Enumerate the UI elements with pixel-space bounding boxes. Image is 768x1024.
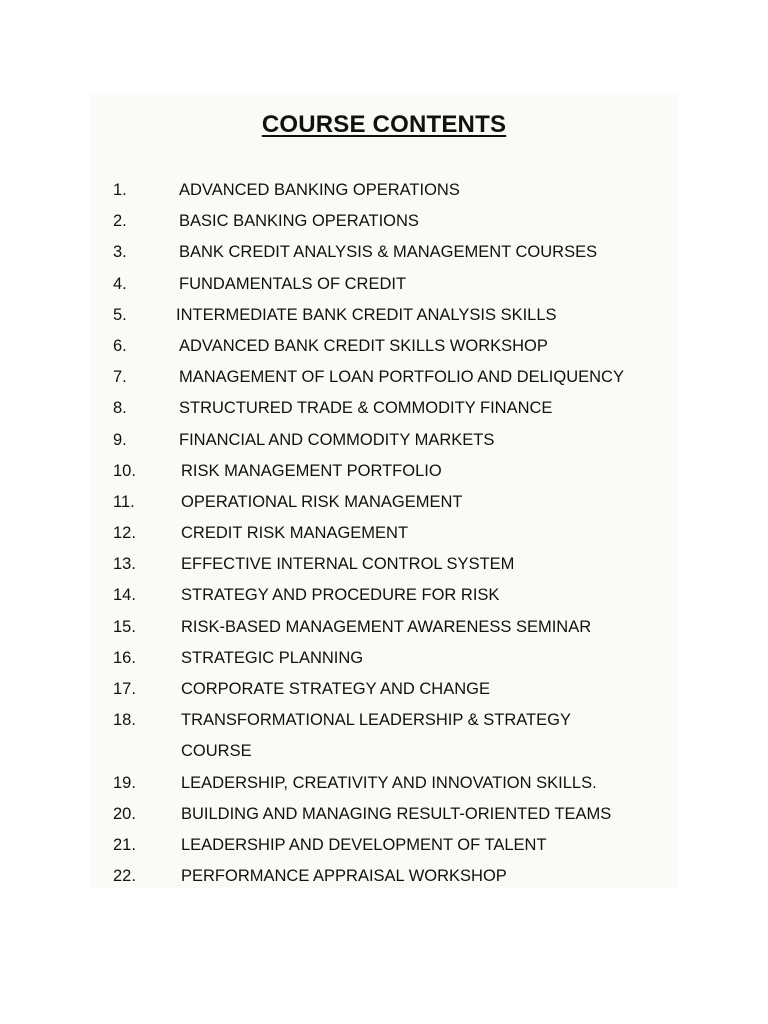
- list-item-label: PERFORMANCE APPRAISAL WORKSHOP: [181, 867, 507, 886]
- list-item-label: RISK MANAGEMENT PORTFOLIO: [181, 461, 442, 480]
- list-item-number: 2.: [113, 212, 127, 231]
- list-item: [0, 768, 768, 799]
- list-item-number: 19.: [113, 773, 136, 792]
- list-item-label: LEADERSHIP, CREATIVITY AND INNOVATION SKILLS.: [181, 773, 597, 792]
- list-item-number: 1.: [113, 181, 127, 199]
- list-item-label: RISK-BASED MANAGEMENT AWARENESS SEMINAR: [181, 617, 592, 636]
- list-item: [0, 362, 768, 393]
- list-item-label: OPERATIONAL RISK MANAGEMENT: [181, 492, 463, 511]
- list-item-number: 16.: [113, 648, 136, 667]
- list-item-number: 9.: [113, 430, 127, 449]
- list-item-number: 7.: [113, 368, 127, 387]
- list-item: [0, 206, 768, 237]
- list-item-label: LEADERSHIP AND DEVELOPMENT OF TALENT: [181, 835, 547, 854]
- list-item: [0, 580, 768, 611]
- list-item-number: 5.: [113, 305, 127, 324]
- list-item-number: 12.: [113, 524, 136, 543]
- list-item-label: BASIC BANKING OPERATIONS: [179, 212, 419, 231]
- list-item: [0, 456, 768, 487]
- list-item: [0, 300, 768, 331]
- list-item-label: CORPORATE STRATEGY AND CHANGE: [181, 680, 490, 698]
- list-item-label: CREDIT RISK MANAGEMENT: [181, 524, 409, 543]
- list-item-label: STRUCTURED TRADE & COMMODITY FINANCE: [179, 399, 553, 418]
- list-item: [0, 237, 768, 268]
- list-item-label: FUNDAMENTALS OF CREDIT: [179, 274, 407, 293]
- list-item-label: INTERMEDIATE BANK CREDIT ANALYSIS SKILLS: [176, 305, 557, 324]
- list-item-number: 20.: [113, 804, 136, 823]
- list-item: [0, 393, 768, 424]
- list-item: [0, 269, 768, 300]
- list-item: [0, 674, 768, 705]
- list-item: [0, 861, 768, 892]
- list-item-number: 6.: [113, 336, 127, 355]
- list-item-label: STRATEGIC PLANNING: [181, 648, 364, 667]
- list-item-label: ADVANCED BANKING OPERATIONS: [179, 181, 460, 199]
- list-item: [0, 487, 768, 518]
- list-item-number: 10.: [113, 461, 136, 480]
- list-item-number: 11.: [113, 492, 135, 511]
- list-item-number: 22.: [113, 867, 136, 886]
- list-item-label: BANK CREDIT ANALYSIS & MANAGEMENT COURSES: [179, 243, 598, 262]
- list-item-label: FINANCIAL AND COMMODITY MARKETS: [179, 430, 495, 449]
- list-item-label: MANAGEMENT OF LOAN PORTFOLIO AND DELIQUENCY: [179, 368, 624, 387]
- list-item: [0, 331, 768, 362]
- list-item-label: EFFECTIVE INTERNAL CONTROL SYSTEM: [181, 555, 515, 574]
- list-item: [0, 549, 768, 580]
- list-item: [0, 175, 768, 206]
- list-item: [0, 518, 768, 549]
- list-item-number: 4.: [113, 274, 127, 293]
- list-item-number: 13.: [113, 555, 136, 574]
- list-item-number: 17.: [113, 680, 136, 698]
- list-item: [0, 799, 768, 830]
- course-list: [0, 175, 768, 892]
- list-item: [0, 425, 768, 456]
- list-item: [0, 643, 768, 674]
- list-item-label: ADVANCED BANK CREDIT SKILLS WORKSHOP: [179, 336, 548, 355]
- list-item-label: STRATEGY AND PROCEDURE FOR RISK: [181, 586, 500, 605]
- list-item: [0, 830, 768, 861]
- list-item-number: 15.: [113, 617, 136, 636]
- list-item-number: 18.: [113, 711, 136, 730]
- list-item-number: 14.: [113, 586, 136, 605]
- list-item-label: BUILDING AND MANAGING RESULT-ORIENTED TEAMS: [181, 804, 612, 823]
- list-item-label: TRANSFORMATIONAL LEADERSHIP & STRATEGY COURSE: [181, 711, 571, 761]
- page-title: COURSE CONTENTS: [261, 111, 507, 139]
- list-item: [0, 705, 768, 767]
- list-item-number: 21.: [113, 835, 136, 854]
- list-item-number: 8.: [113, 399, 127, 418]
- list-item: [0, 612, 768, 643]
- list-item-number: 3.: [113, 243, 127, 262]
